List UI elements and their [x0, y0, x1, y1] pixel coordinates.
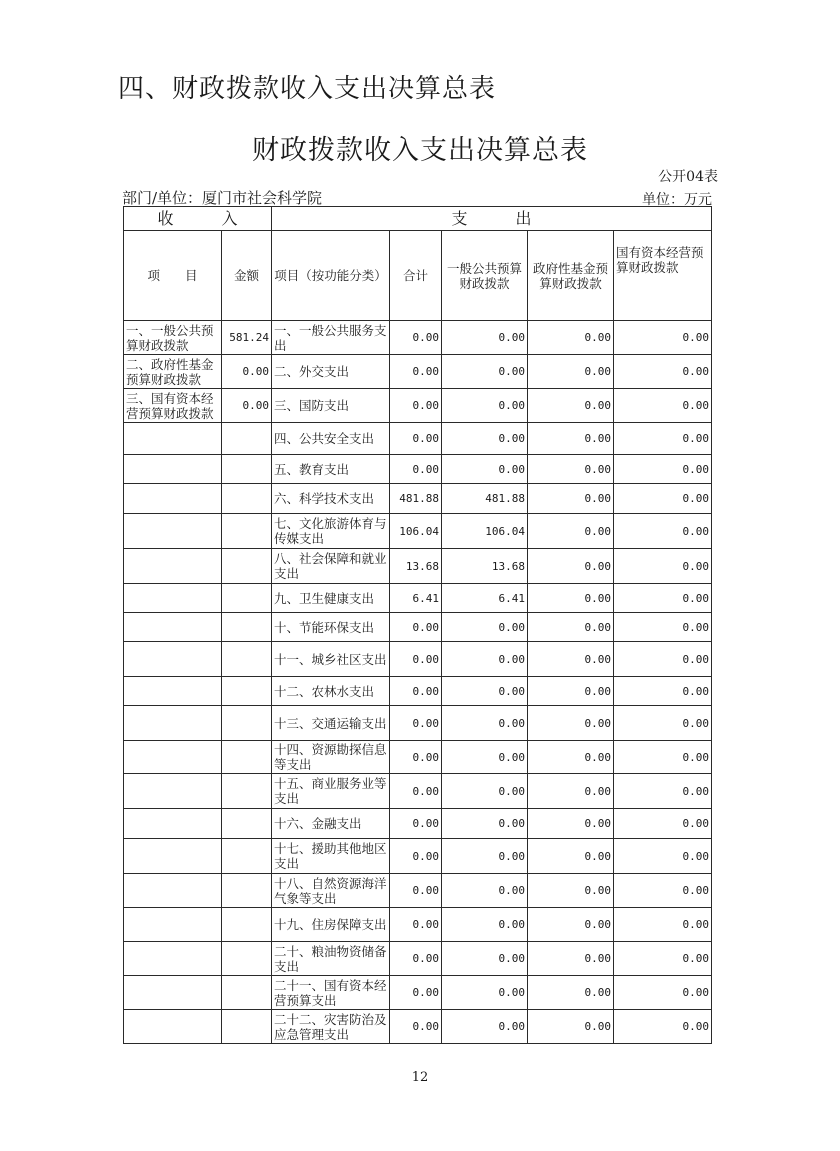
table-body [124, 321, 712, 1044]
state-cell: 0.00 [614, 976, 712, 1010]
total-cell: 0.00 [390, 706, 442, 741]
expense-item-cell: 四、公共安全支出 [272, 423, 390, 455]
income-amount-cell: 0.00 [222, 355, 272, 389]
income-amount-cell [222, 976, 272, 1010]
total-cell: 0.00 [390, 942, 442, 976]
table-row [124, 642, 712, 677]
income-amount-cell [222, 642, 272, 677]
expense-item-cell: 十九、住房保障支出 [272, 908, 390, 942]
table-row [124, 423, 712, 455]
fund-cell: 0.00 [528, 839, 614, 874]
general-cell: 0.00 [442, 613, 528, 642]
page-title: 财政拨款收入支出决算总表 [252, 135, 588, 166]
total-cell: 0.00 [390, 642, 442, 677]
general-cell: 6.41 [442, 584, 528, 613]
income-item-cell [124, 942, 222, 976]
income-amount-cell [222, 423, 272, 455]
expense-item-cell: 五、教育支出 [272, 455, 390, 484]
income-amount-cell [222, 809, 272, 839]
state-cell: 0.00 [614, 1010, 712, 1044]
income-item-cell [124, 774, 222, 809]
income-item-cell [124, 839, 222, 874]
general-cell: 481.88 [442, 484, 528, 514]
total-cell: 0.00 [390, 355, 442, 389]
fund-cell: 0.00 [528, 908, 614, 942]
income-item-cell [124, 1010, 222, 1044]
total-cell: 0.00 [390, 839, 442, 874]
general-cell: 0.00 [442, 677, 528, 706]
page-number: 12 [411, 1070, 429, 1085]
fund-cell: 0.00 [528, 642, 614, 677]
expense-item-cell: 十、节能环保支出 [272, 613, 390, 642]
total-cell: 6.41 [390, 584, 442, 613]
income-amount-cell [222, 455, 272, 484]
state-cell: 0.00 [614, 908, 712, 942]
income-amount-cell [222, 874, 272, 908]
expense-item-cell: 二十一、国有资本经营预算支出 [272, 976, 390, 1010]
income-amount-cell: 0.00 [222, 389, 272, 423]
income-item-cell [124, 874, 222, 908]
table-row [124, 774, 712, 809]
total-cell: 0.00 [390, 1010, 442, 1044]
total-cell: 13.68 [390, 549, 442, 584]
state-cell: 0.00 [614, 423, 712, 455]
income-amount-cell: 581.24 [222, 321, 272, 355]
total-cell: 0.00 [390, 455, 442, 484]
item-header: 项 目 [124, 231, 222, 321]
income-item-cell [124, 809, 222, 839]
fund-cell: 0.00 [528, 741, 614, 774]
total-cell: 0.00 [390, 677, 442, 706]
state-header: 国有资本经营预算财政拨款 [614, 231, 712, 321]
amount-header: 金额 [222, 231, 272, 321]
general-cell: 0.00 [442, 774, 528, 809]
fund-cell: 0.00 [528, 355, 614, 389]
income-item-cell: 一、一般公共预算财政拨款 [124, 321, 222, 355]
income-amount-cell [222, 549, 272, 584]
expense-item-cell: 七、文化旅游体育与传媒支出 [272, 514, 390, 549]
total-cell: 0.00 [390, 389, 442, 423]
total-cell: 0.00 [390, 613, 442, 642]
table-row [124, 1010, 712, 1044]
table-row [124, 677, 712, 706]
func-item-header: 项目（按功能分类） [272, 231, 390, 321]
total-header: 合计 [390, 231, 442, 321]
table-row [124, 389, 712, 423]
total-cell: 106.04 [390, 514, 442, 549]
total-cell: 0.00 [390, 774, 442, 809]
state-cell: 0.00 [614, 321, 712, 355]
total-cell: 0.00 [390, 741, 442, 774]
fund-cell: 0.00 [528, 1010, 614, 1044]
unit-label: 单位：万元 [642, 192, 712, 208]
expense-item-cell: 六、科学技术支出 [272, 484, 390, 514]
expense-item-cell: 十八、自然资源海洋气象等支出 [272, 874, 390, 908]
table-row [124, 874, 712, 908]
general-cell: 0.00 [442, 389, 528, 423]
expense-item-cell: 三、国防支出 [272, 389, 390, 423]
income-amount-cell [222, 1010, 272, 1044]
general-cell: 0.00 [442, 321, 528, 355]
expense-item-cell: 十五、商业服务业等支出 [272, 774, 390, 809]
income-item-cell [124, 642, 222, 677]
income-item-cell [124, 706, 222, 741]
income-item-cell [124, 484, 222, 514]
expense-item-cell: 十四、资源勘探信息等支出 [272, 741, 390, 774]
general-cell: 0.00 [442, 942, 528, 976]
table-number: 公开04表 [658, 169, 718, 185]
fund-cell: 0.00 [528, 706, 614, 741]
state-cell: 0.00 [614, 774, 712, 809]
general-cell: 0.00 [442, 455, 528, 484]
table-row [124, 613, 712, 642]
general-cell: 13.68 [442, 549, 528, 584]
income-item-cell [124, 677, 222, 706]
table-row [124, 321, 712, 355]
fund-cell: 0.00 [528, 976, 614, 1010]
state-cell: 0.00 [614, 549, 712, 584]
state-cell: 0.00 [614, 484, 712, 514]
income-header: 收 入 [124, 207, 272, 231]
income-item-cell [124, 976, 222, 1010]
total-cell: 481.88 [390, 484, 442, 514]
state-cell: 0.00 [614, 942, 712, 976]
state-cell: 0.00 [614, 642, 712, 677]
income-amount-cell [222, 484, 272, 514]
income-amount-cell [222, 774, 272, 809]
fund-cell: 0.00 [528, 389, 614, 423]
income-amount-cell [222, 839, 272, 874]
state-cell: 0.00 [614, 584, 712, 613]
income-item-cell: 二、政府性基金预算财政拨款 [124, 355, 222, 389]
table-row [124, 809, 712, 839]
income-item-cell: 三、国有资本经营预算财政拨款 [124, 389, 222, 423]
table-row [124, 355, 712, 389]
state-cell: 0.00 [614, 455, 712, 484]
general-cell: 0.00 [442, 642, 528, 677]
state-cell: 0.00 [614, 809, 712, 839]
fund-cell: 0.00 [528, 321, 614, 355]
table-row [124, 706, 712, 741]
fund-header: 政府性基金预算财政拨款 [528, 231, 614, 321]
income-amount-cell [222, 514, 272, 549]
income-item-cell [124, 514, 222, 549]
income-item-cell [124, 613, 222, 642]
expense-item-cell: 九、卫生健康支出 [272, 584, 390, 613]
state-cell: 0.00 [614, 839, 712, 874]
table-row [124, 908, 712, 942]
state-cell: 0.00 [614, 355, 712, 389]
income-item-cell [124, 741, 222, 774]
expense-item-cell: 二、外交支出 [272, 355, 390, 389]
state-cell: 0.00 [614, 613, 712, 642]
fund-cell: 0.00 [528, 455, 614, 484]
expense-item-cell: 十三、交通运输支出 [272, 706, 390, 741]
state-cell: 0.00 [614, 514, 712, 549]
expense-item-cell: 一、一般公共服务支出 [272, 321, 390, 355]
budget-table [123, 206, 712, 1044]
general-cell: 0.00 [442, 423, 528, 455]
fund-cell: 0.00 [528, 613, 614, 642]
general-cell: 0.00 [442, 839, 528, 874]
fund-cell: 0.00 [528, 809, 614, 839]
income-amount-cell [222, 613, 272, 642]
income-amount-cell [222, 677, 272, 706]
total-cell: 0.00 [390, 874, 442, 908]
income-amount-cell [222, 942, 272, 976]
fund-cell: 0.00 [528, 584, 614, 613]
table-row [124, 942, 712, 976]
expense-item-cell: 二十二、灾害防治及应急管理支出 [272, 1010, 390, 1044]
income-amount-cell [222, 706, 272, 741]
general-cell: 0.00 [442, 741, 528, 774]
general-cell: 0.00 [442, 874, 528, 908]
state-cell: 0.00 [614, 389, 712, 423]
fund-cell: 0.00 [528, 942, 614, 976]
state-cell: 0.00 [614, 706, 712, 741]
department-label: 部门/单位：厦门市社会科学院 [122, 189, 323, 207]
expense-item-cell: 二十、粮油物资储备支出 [272, 942, 390, 976]
general-cell: 0.00 [442, 355, 528, 389]
general-cell: 0.00 [442, 908, 528, 942]
general-cell: 0.00 [442, 706, 528, 741]
income-item-cell [124, 455, 222, 484]
general-cell: 0.00 [442, 976, 528, 1010]
income-amount-cell [222, 584, 272, 613]
fund-cell: 0.00 [528, 549, 614, 584]
table-row [124, 455, 712, 484]
income-amount-cell [222, 741, 272, 774]
total-cell: 0.00 [390, 809, 442, 839]
income-item-cell [124, 549, 222, 584]
table-row [124, 839, 712, 874]
income-item-cell [124, 908, 222, 942]
fund-cell: 0.00 [528, 874, 614, 908]
fund-cell: 0.00 [528, 423, 614, 455]
fund-cell: 0.00 [528, 677, 614, 706]
general-cell: 0.00 [442, 1010, 528, 1044]
income-item-cell [124, 423, 222, 455]
expense-item-cell: 十二、农林水支出 [272, 677, 390, 706]
expense-item-cell: 十六、金融支出 [272, 809, 390, 839]
general-cell: 106.04 [442, 514, 528, 549]
state-cell: 0.00 [614, 741, 712, 774]
income-amount-cell [222, 908, 272, 942]
table-row [124, 741, 712, 774]
fund-cell: 0.00 [528, 774, 614, 809]
fund-cell: 0.00 [528, 514, 614, 549]
table-row [124, 549, 712, 584]
total-cell: 0.00 [390, 321, 442, 355]
table-row [124, 584, 712, 613]
expense-item-cell: 十七、援助其他地区支出 [272, 839, 390, 874]
general-cell: 0.00 [442, 809, 528, 839]
income-item-cell [124, 584, 222, 613]
expense-header: 支 出 [272, 207, 712, 231]
section-title: 四、财政拨款收入支出决算总表 [118, 74, 497, 104]
table-row [124, 976, 712, 1010]
expense-item-cell: 八、社会保障和就业支出 [272, 549, 390, 584]
expense-item-cell: 十一、城乡社区支出 [272, 642, 390, 677]
total-cell: 0.00 [390, 908, 442, 942]
table-row [124, 484, 712, 514]
general-header: 一般公共预算财政拨款 [442, 231, 528, 321]
fund-cell: 0.00 [528, 484, 614, 514]
total-cell: 0.00 [390, 976, 442, 1010]
total-cell: 0.00 [390, 423, 442, 455]
state-cell: 0.00 [614, 874, 712, 908]
state-cell: 0.00 [614, 677, 712, 706]
table-row [124, 514, 712, 549]
